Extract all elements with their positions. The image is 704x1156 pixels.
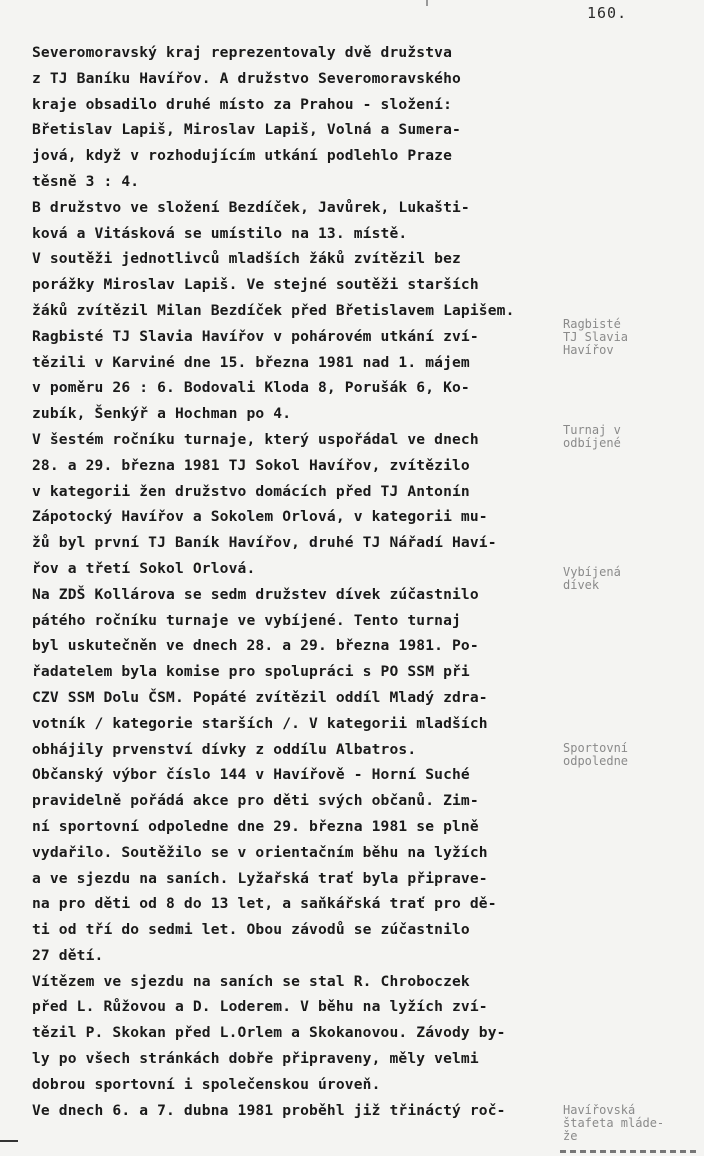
text-line: porážky Miroslav Lapiš. Ve stejné soutěži starších — [32, 276, 479, 294]
text-line: v kategorii žen družstvo domácích před TJ Antonín — [32, 482, 470, 500]
page-number: 160. — [587, 4, 628, 22]
text-line: B družstvo ve složení Bezdíček, Javůrek, Lukašti- — [32, 198, 470, 216]
text-line: dobrou sportovní i společenskou úroveň. — [32, 1075, 381, 1093]
text-line: Břetislav Lapiš, Miroslav Lapiš, Volná a Sumera- — [32, 121, 461, 139]
text-line: vydařilo. Soutěžilo se v orientačním běhu na lyžích — [32, 843, 488, 861]
margin-note-ragby — [563, 318, 699, 357]
margin-note-vybijena — [563, 566, 699, 592]
body-text — [32, 40, 580, 1123]
text-line: žáků zvítězil Milan Bezdíček před Břetislavem Lapišem. — [32, 301, 515, 319]
text-line: v poměru 26 : 6. Bodovali Kloda 8, Porušák 6, Ko- — [32, 379, 470, 397]
text-line: ly po všech stránkách dobře připraveny, měly velmi — [32, 1050, 479, 1068]
margin-note-line: odbíjené — [563, 436, 621, 450]
text-line: Severomoravský kraj reprezentovaly dvě družstva — [32, 44, 453, 61]
text-line: kraje obsadilo druhé místo za Prahou - složení: — [32, 95, 453, 113]
margin-note-line: Sportovní — [563, 741, 629, 755]
text-line: CZV SSM Dolu ČSM. Popáté zvítězil oddíl Mladý zdra- — [32, 688, 488, 706]
margin-note-line: že — [563, 1129, 578, 1143]
margin-note-line: Havířov — [563, 343, 614, 357]
text-line: pravidelně pořádá akce pro děti svých občanů. Zim- — [32, 792, 479, 810]
text-line: votník / kategorie starších /. V kategorii mladších — [32, 714, 488, 732]
margin-note-line: TJ Slavia — [563, 330, 629, 344]
text-line: z TJ Baníku Havířov. A družstvo Severomoravského — [32, 69, 461, 87]
text-line: ti od tří do sedmi let. Obou závodů se zúčastnilo — [32, 921, 470, 939]
text-line: ní sportovní odpoledne dne 29. března 1981 se plně — [32, 817, 479, 835]
text-line: Ragbisté TJ Slavia Havířov v pohárovém utkání zví- — [32, 327, 479, 345]
text-line: 27 dětí. — [32, 946, 104, 964]
scan-edge-mark — [560, 1150, 700, 1153]
text-line: pátého ročníku turnaje ve vybíjené. Tento turnaj — [32, 611, 461, 629]
text-line: Na ZDŠ Kollárova se sedm družstev dívek zúčastnilo — [32, 585, 479, 603]
margin-note-line: dívek — [563, 578, 600, 592]
text-line: V šestém ročníku turnaje, který uspořádal ve dnech — [32, 430, 479, 448]
text-line: Ve dnech 6. a 7. dubna 1981 proběhl již třináctý roč- — [32, 1101, 506, 1119]
text-line: Vítězem ve sjezdu na saních se stal R. Chroboczek — [32, 972, 470, 990]
text-line: byl uskutečněn ve dnech 28. a 29. března 1981. Po- — [32, 637, 479, 655]
text-line: před L. Růžovou a D. Loderem. V běhu na lyžích zví- — [32, 998, 488, 1016]
margin-note-line: Havířovská — [563, 1103, 636, 1117]
text-line: jová, když v rozhodujícím utkání podlehlo Praze — [32, 147, 453, 165]
scan-edge-mark — [0, 1140, 18, 1142]
margin-note-line: Turnaj v — [563, 423, 621, 437]
margin-note-line: Vybíjená — [563, 565, 621, 579]
text-line: V soutěži jednotlivců mladších žáků zvítězil bez — [32, 250, 461, 268]
text-line: 28. a 29. března 1981 TJ Sokol Havířov, zvítězilo — [32, 456, 470, 474]
margin-note-line: štafeta mláde- — [563, 1116, 665, 1130]
text-line: tězili v Karviné dne 15. března 1981 nad 1. májem — [32, 353, 470, 371]
text-line: na pro děti od 8 do 13 let, a saňkářská trať pro dě- — [32, 895, 497, 913]
text-line: řadatelem byla komise pro spolupráci s PO SSM při — [32, 663, 470, 681]
text-line: obhájily prvenství dívky z oddílu Albatros. — [32, 740, 417, 758]
text-line: tězil P. Skokan před L.Orlem a Skokanovou. Závody by- — [32, 1024, 506, 1042]
text-line: ková a Vitásková se umístilo na 13. místě. — [32, 224, 408, 242]
text-line: a ve sjezdu na saních. Lyžařská trať byla připrave- — [32, 869, 488, 887]
text-line: Zápotocký Havířov a Sokolem Orlová, v kategorii mu- — [32, 508, 488, 526]
text-line: těsně 3 : 4. — [32, 172, 140, 190]
text-line: zubík, Šenkýř a Hochman po 4. — [32, 405, 292, 423]
margin-note-line: Ragbisté — [563, 317, 621, 331]
text-line: Občanský výbor číslo 144 v Havířově - Horní Suché — [32, 766, 470, 784]
margin-note-mladez — [563, 1104, 699, 1143]
margin-note-odpoledne — [563, 742, 699, 768]
text-line: řov a třetí Sokol Orlová. — [32, 559, 256, 577]
margin-note-volejbal — [563, 424, 699, 450]
margin-note-line: odpoledne — [563, 754, 629, 768]
scan-mark — [426, 0, 428, 6]
text-line: žů byl první TJ Baník Havířov, druhé TJ Nářadí Haví- — [32, 534, 497, 552]
